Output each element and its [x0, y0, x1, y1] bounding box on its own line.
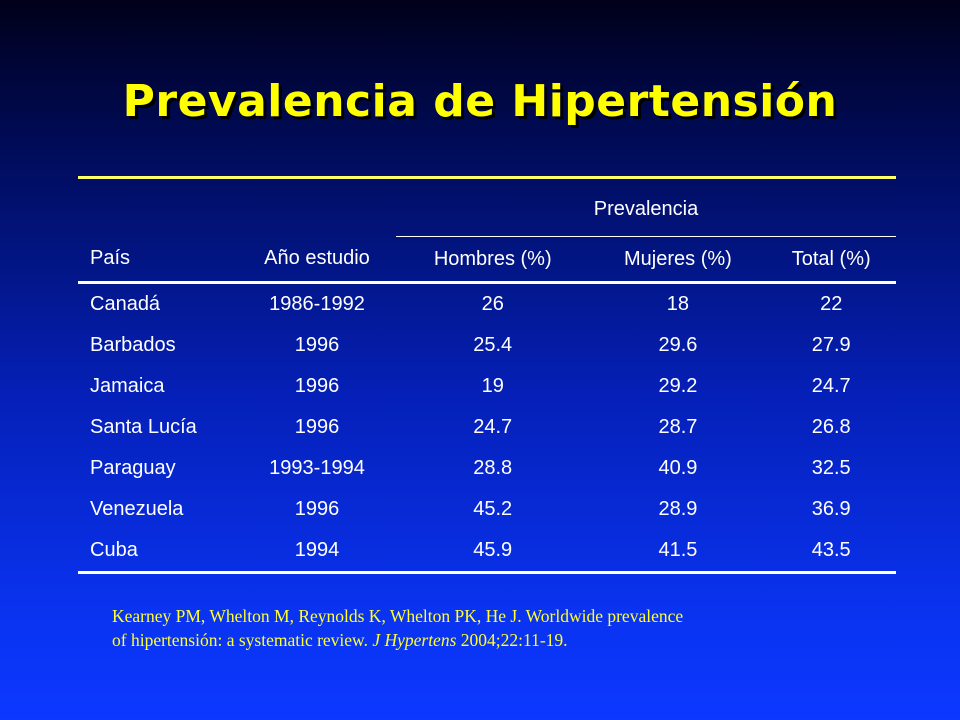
- table-row: [78, 366, 896, 407]
- cell-hombres: 19: [481, 375, 504, 397]
- cell-hombres: 25.4: [473, 334, 513, 356]
- cell-mujeres: 40.9: [658, 457, 698, 479]
- cell-pais: Barbados: [90, 334, 176, 356]
- cell-pais: Cuba: [78, 530, 238, 573]
- citation-text: of hipertensión: a systematic review.: [112, 630, 373, 650]
- cell-pais: Paraguay: [90, 457, 176, 479]
- cell-anio: 1996: [294, 375, 340, 397]
- table-column-header-row: [78, 237, 896, 283]
- cell-pais: Canadá: [90, 293, 161, 315]
- table-group-header-row: [78, 178, 896, 237]
- cell-hombres: 45.9: [396, 530, 589, 573]
- cell-mujeres: 29.6: [658, 334, 698, 356]
- column-header-anio-estudio: Año estudio: [238, 237, 396, 283]
- table-row: [78, 283, 896, 326]
- table-row: [78, 407, 896, 448]
- cell-pais: Santa Lucía: [90, 416, 197, 438]
- cell-total: 24.7: [811, 375, 851, 397]
- cell-hombres: 45.2: [473, 498, 513, 520]
- cell-hombres: 26: [481, 293, 504, 315]
- prevalence-table: [78, 176, 896, 574]
- table-row: [78, 325, 896, 366]
- citation-volume: 2004;22:11-19.: [456, 630, 568, 650]
- cell-anio: 1986-1992: [269, 293, 365, 315]
- cell-anio: 1996: [294, 334, 340, 356]
- cell-mujeres: 28.9: [658, 498, 698, 520]
- table-row: [78, 489, 896, 530]
- cell-hombres: 28.8: [473, 457, 513, 479]
- cell-total: 32.5: [811, 457, 851, 479]
- citation-line-2: [112, 628, 932, 652]
- cell-hombres: 24.7: [473, 416, 513, 438]
- cell-anio: 1994: [238, 530, 396, 573]
- cell-total: 43.5: [766, 530, 896, 573]
- cell-pais: Jamaica: [90, 375, 165, 397]
- cell-anio: 1996: [294, 416, 340, 438]
- citation-line-1: Kearney PM, Whelton M, Reynolds K, Whelton PK, He J. Worldwide prevalence: [112, 606, 684, 626]
- cell-anio: 1993-1994: [269, 457, 365, 479]
- citation: [112, 604, 932, 652]
- cell-pais: Venezuela: [90, 498, 184, 520]
- group-header-spacer: [238, 178, 396, 237]
- slide-title: Prevalencia de Hipertensión: [122, 76, 838, 127]
- cell-mujeres: 18: [666, 293, 690, 315]
- table-row: [78, 530, 896, 573]
- cell-mujeres: 41.5: [589, 530, 766, 573]
- cell-mujeres: 29.2: [658, 375, 698, 397]
- cell-total: 27.9: [811, 334, 851, 356]
- cell-total: 22: [820, 293, 843, 315]
- group-header-spacer: [78, 178, 238, 237]
- table-body: [78, 283, 896, 573]
- column-header-hombres: Hombres (%): [396, 237, 589, 283]
- table-header: [78, 178, 896, 283]
- column-header-total: Total (%): [766, 237, 896, 283]
- citation-journal: J Hypertens: [372, 630, 457, 650]
- column-header-mujeres: Mujeres (%): [589, 237, 766, 283]
- cell-mujeres: 28.7: [658, 416, 698, 438]
- prevalence-table-container: [78, 176, 896, 574]
- column-header-pais: País: [78, 237, 238, 283]
- table-row: [78, 448, 896, 489]
- group-header-prevalencia: Prevalencia: [396, 178, 896, 237]
- cell-anio: 1996: [294, 498, 340, 520]
- cell-total: 26.8: [811, 416, 851, 438]
- cell-total: 36.9: [811, 498, 851, 520]
